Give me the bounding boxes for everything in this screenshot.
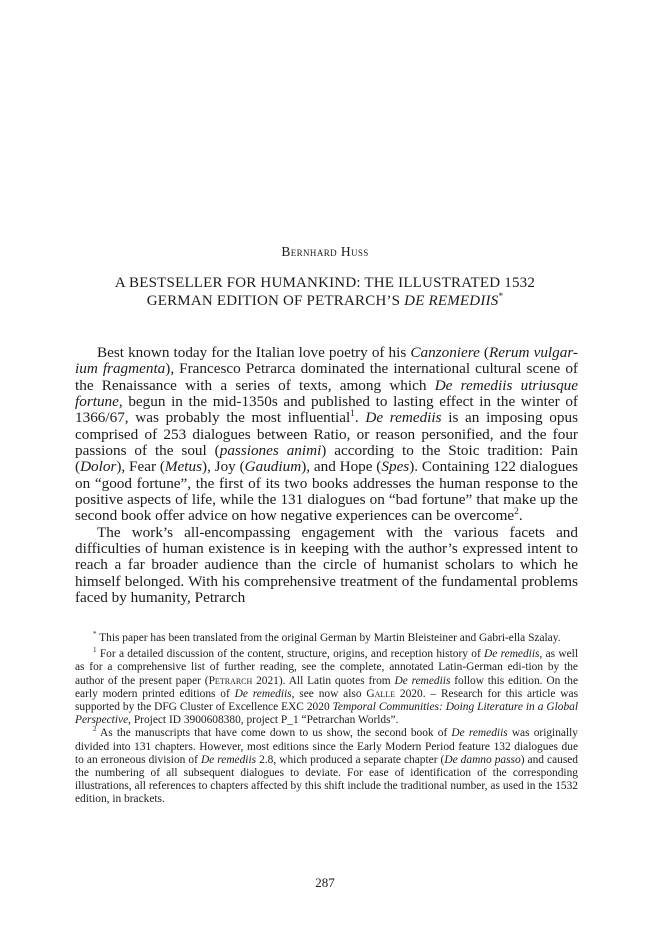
- text-run: , see now also: [291, 687, 367, 700]
- text-run: As the manuscripts that have come down to us show, the second book of: [96, 727, 452, 740]
- footnote-1: [75, 648, 578, 727]
- text-run: 2020. – Research for this article was supported by the DFG Cluster of Excellence EXC 2020: [75, 687, 579, 714]
- text-run: ), Francesco Petrarca dominated the international cultural scene of the Renaissance with a series of texts, among which: [75, 360, 578, 394]
- text-run: For a detailed discussion of the content, structure, origins, and reception history of: [96, 648, 485, 661]
- text-run: This paper has been translated from the original German by Martin Bleisteiner and Gabri-ella Szalay.: [96, 632, 561, 644]
- footnote-marker: 2: [514, 507, 519, 518]
- text-run: 2.8, which produced a separate chapter (: [256, 753, 445, 766]
- text-run: 2021). All Latin quotes from: [252, 674, 395, 687]
- italic-run: De remediis: [234, 687, 292, 700]
- author-name: [0, 244, 650, 260]
- body-text: [75, 345, 578, 607]
- footnote-2: [75, 727, 578, 806]
- footnote-marker: 1: [93, 646, 97, 655]
- text-run: , as well as for a comprehensive list of further reading, see the complete, annotated Latin-German edi-tion by the author of the present paper (: [75, 648, 578, 687]
- text-run: , Project ID 3900608380, project P_1 “Petrarchan Worlds”.: [128, 714, 399, 727]
- italic-run: De remediis: [200, 753, 257, 766]
- body-paragraph-2: [75, 525, 578, 607]
- italic-run: De damno passo: [444, 753, 521, 766]
- text-run: ) according to the Stoic tradition: Pain (: [75, 442, 578, 476]
- italic-run: Canzoniere: [410, 344, 480, 361]
- italic-run: De remediis: [451, 727, 508, 740]
- text-run: The work’s all-encompassing engagement with the various facets and difficulties of human existence is in keeping with the author’s expressed intent to reach a far broader audience than the circle of humanist scholars to which he himself belonged. With his comprehensive treatment of the fundamental problems faced by humanity, Petrarch: [75, 523, 578, 607]
- italic-run: De remediis: [394, 674, 451, 687]
- italic-run: Gaudium: [244, 458, 302, 476]
- italic-run: Temporal Communities: Doing Literature in a Global Perspective: [75, 701, 579, 727]
- author-last-name: Huss: [340, 244, 369, 259]
- text-run: .: [518, 507, 523, 525]
- text-run: ), and Hope (: [301, 458, 382, 476]
- author-first-name: Bernhard: [281, 244, 338, 259]
- text-run: Best known today for the Italian love poetry of his: [97, 344, 411, 361]
- italic-run: Spes: [381, 458, 410, 476]
- text-run: was originally divided into 131 chapters. However, most editions since the Early Modern Period feature 132 dialogues due to an erroneous division of: [75, 727, 578, 766]
- small-caps-run: Galle: [366, 687, 396, 700]
- title-line-2-italic: DE REMEDIIS: [404, 293, 499, 309]
- page-number: 287: [315, 875, 335, 890]
- text-run: .: [354, 409, 366, 427]
- footnote-0: [75, 632, 578, 645]
- body-paragraph-1: [75, 345, 578, 525]
- footnote-marker: 2: [93, 725, 97, 734]
- title-line-2: [60, 292, 590, 310]
- italic-run: De remediis: [484, 648, 540, 661]
- text-run: is an imposing opus comprised of 253 dialogues between Ratio, or reason personified, and the four passions of the soul (: [75, 409, 579, 460]
- title-footnote-marker: *: [498, 292, 504, 302]
- footnotes: [75, 632, 578, 807]
- text-run: , begun in the mid-1350s and published to lasting effect in the winter of 1366/67, was probably the most influential: [75, 393, 578, 427]
- footnote-marker: *: [93, 630, 97, 639]
- italic-run: De remediis utriusque fortune: [75, 376, 578, 411]
- italic-run: Dolor: [80, 458, 117, 476]
- text-run: ). Containing 122 dialogues on “good fortune”, the first of its two books addresses the human response to the positive aspects of life, while the 131 dialogues on “bad fortune” that make up the second book offer advice on how negative experiences can be overcome: [75, 458, 578, 525]
- text-run: follow this edition. On the early modern printed editions of: [75, 674, 579, 700]
- italic-run: Rerum vulgar-ium fragmenta: [75, 344, 578, 378]
- title-line-2-prefix: GERMAN EDITION OF PETRARCH’S: [146, 293, 405, 309]
- title-line-1: A BESTSELLER FOR HUMANKIND: THE ILLUSTRATED 1532: [114, 275, 536, 291]
- small-caps-run: Petrarch: [208, 674, 253, 687]
- italic-run: Metus: [164, 458, 203, 476]
- text-run: ), Joy (: [202, 458, 245, 476]
- italic-run: passiones animi: [219, 442, 322, 460]
- footnote-marker: 1: [350, 409, 355, 420]
- text-run: ) and caused the numbering of all subsequent dialogues to deviate. For ease of identification of the corresponding illustrations, all references to chapters affected by this shift include the traditional number, as used in the 1532 edition, in brackets.: [75, 753, 579, 806]
- text-run: (: [479, 344, 489, 361]
- italic-run: De remediis: [365, 409, 442, 427]
- article-title: [60, 274, 590, 310]
- text-run: ), Fear (: [116, 458, 165, 476]
